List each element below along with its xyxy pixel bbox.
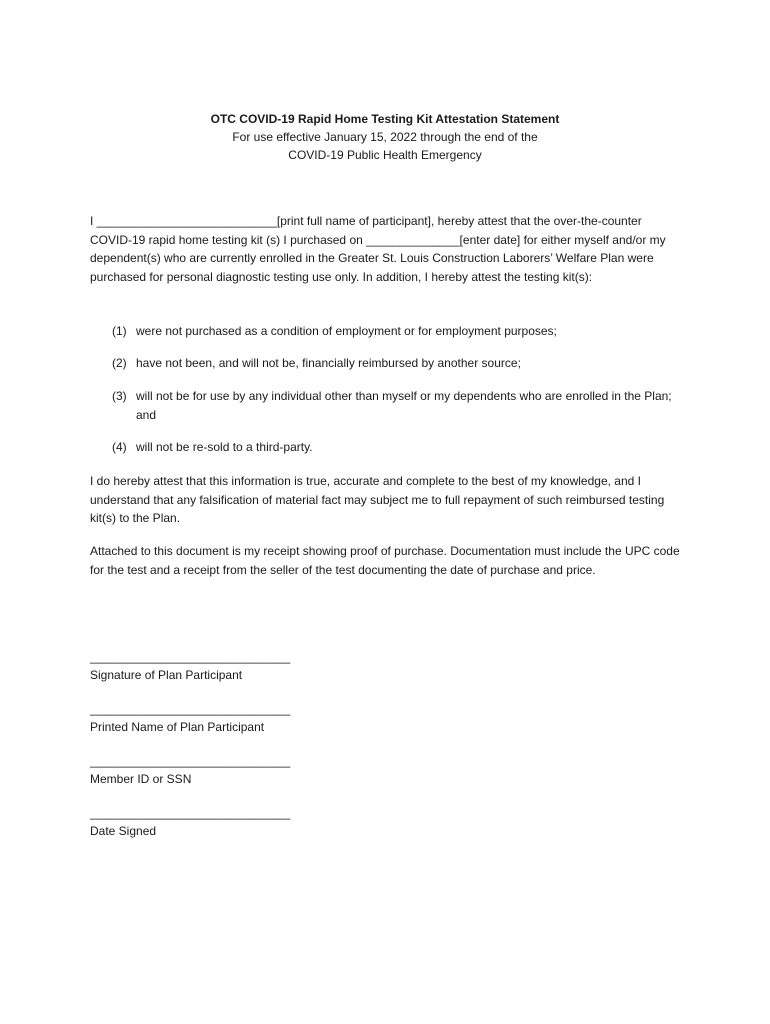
date-signed-label: Date Signed <box>90 824 157 838</box>
list-item-number: (1) <box>112 324 127 338</box>
receipt-requirement-statement: Attached to this document is my receipt showing proof of purchase. Documentation must include the UPC code for the test and a receipt from the seller of the test documenting the date of purchase and price. <box>90 544 680 577</box>
list-item-text: were not purchased as a condition of employment or for employment purposes; <box>136 324 557 338</box>
printed-name-label: Printed Name of Plan Participant <box>90 720 265 734</box>
attestation-truth-statement: I do hereby attest that this information is true, accurate and complete to the best of my knowledge, and I understand that any falsification of material fact may subject me to full repayment of such reimbursed testing kit(s) to the Plan. <box>90 474 665 525</box>
list-item <box>112 322 682 341</box>
date-signed-line: ______________________________ <box>90 806 291 820</box>
signature-line: ______________________________ <box>90 650 291 664</box>
member-id-line: ______________________________ <box>90 754 291 768</box>
list-item <box>112 354 682 373</box>
date-signed-block <box>90 804 390 840</box>
list-item-number: (2) <box>112 356 127 370</box>
document-subtitle-line2: COVID-19 Public Health Emergency <box>288 148 482 162</box>
signature-block <box>90 648 390 684</box>
member-id-block <box>90 752 390 788</box>
list-item-text: will not be re-sold to a third-party. <box>136 440 313 454</box>
printed-name-block <box>90 700 390 736</box>
list-item-text: will not be for use by any individual other than myself or my dependents who are enrolled in the Plan; and <box>136 389 672 422</box>
attestation-intro: I ___________________________[print full name of participant], hereby attest that the over-the-counter COVID-19 rapid home testing kit (s) I purchased on ______________[enter date] for either myself and/or my dependent(s) who are currently enrolled in the Greater St. Louis Construction Laborers’ Welfare Plan were purchased for personal diagnostic testing use only. In addition, I hereby attest the testing kit(s): <box>90 214 666 284</box>
document-title: OTC COVID-19 Rapid Home Testing Kit Attestation Statement <box>210 112 560 126</box>
document-header <box>0 110 770 164</box>
member-id-label: Member ID or SSN <box>90 772 192 786</box>
document-subtitle-line1: For use effective January 15, 2022 through the end of the <box>232 130 538 144</box>
list-item-number: (3) <box>112 389 127 403</box>
signature-label: Signature of Plan Participant <box>90 668 243 682</box>
printed-name-line: ______________________________ <box>90 702 291 716</box>
list-item-text: have not been, and will not be, financially reimbursed by another source; <box>136 356 521 370</box>
list-item <box>112 387 682 424</box>
list-item <box>112 438 682 457</box>
list-item-number: (4) <box>112 440 127 454</box>
